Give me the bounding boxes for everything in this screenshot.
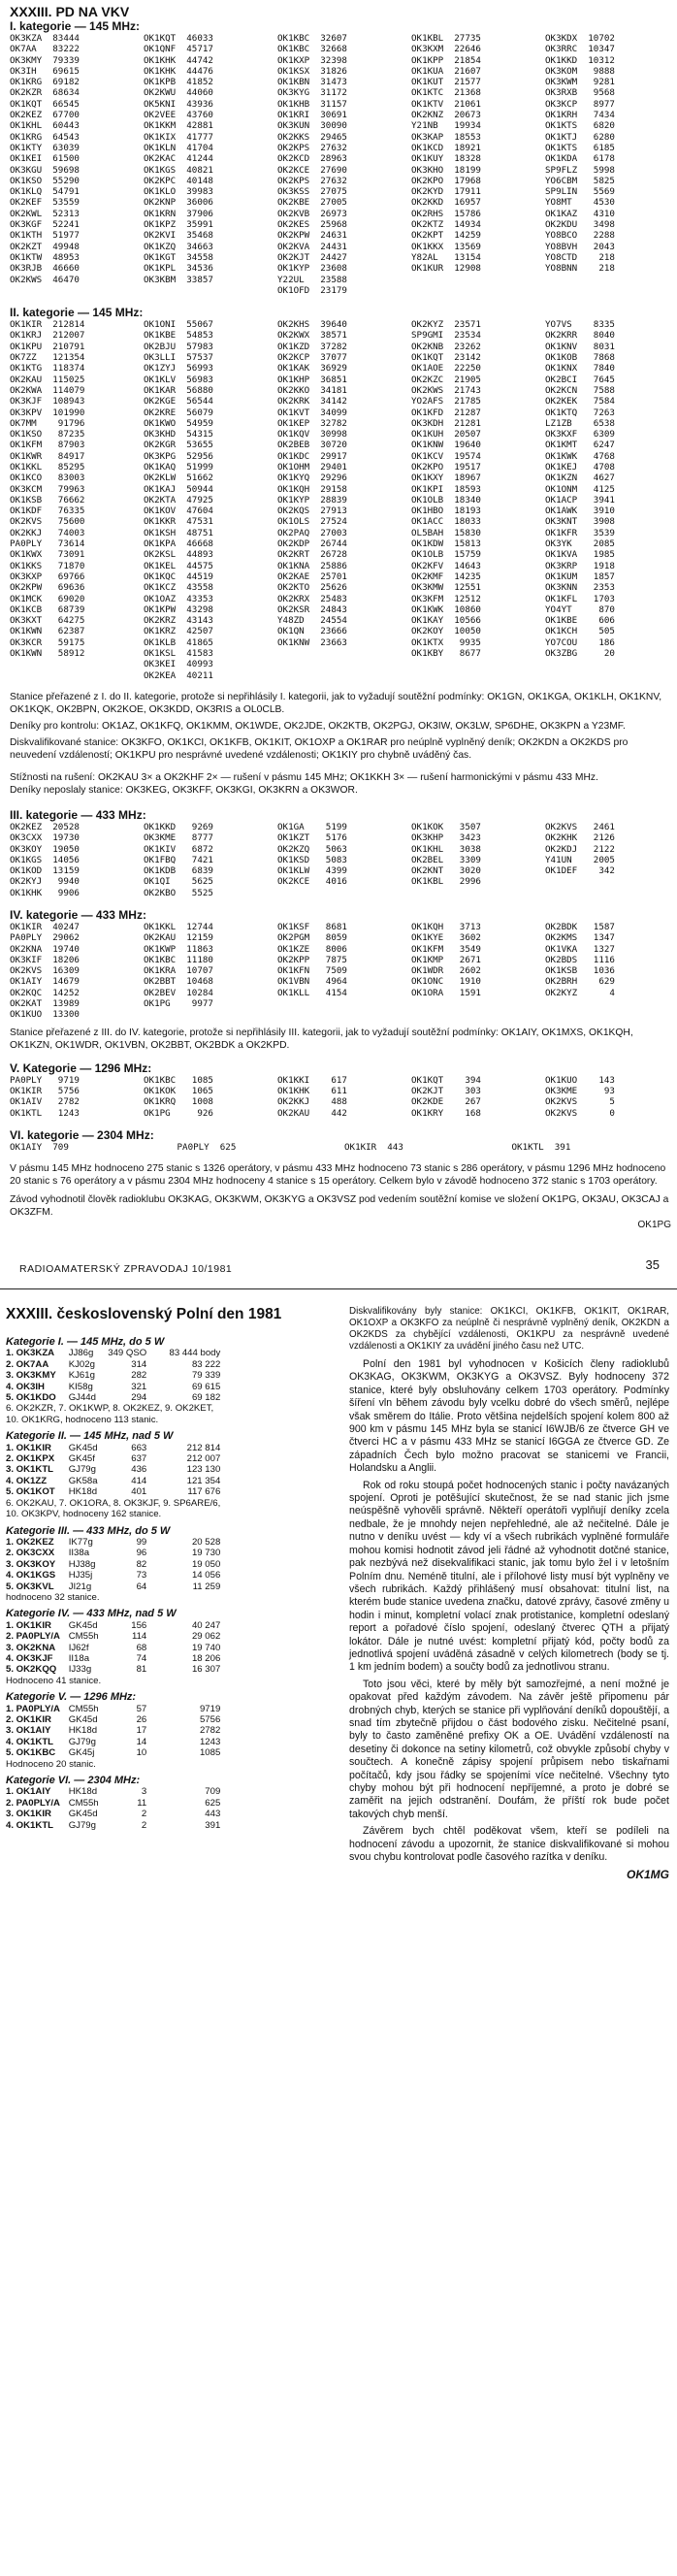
locator-cell: HK18d: [68, 1725, 98, 1737]
station-cell: 1. OK1KIR: [6, 1619, 51, 1631]
category-heading: Kategorie VI. — 2304 MHz:: [6, 1775, 141, 1787]
cat4-col: OK2BDK 1587 OK2KMS 1347 OK1VKA 1327 OK2BDS 1116 OK1KSB 1036 OK2BRH 629 OK2KYZ 4: [545, 922, 615, 998]
qso-cell: 26: [136, 1714, 147, 1725]
points-cell: 40 247: [191, 1619, 221, 1631]
qso-cell: 3: [141, 1786, 147, 1798]
points-cell: 212 814: [186, 1442, 221, 1453]
points-cell: 69 615: [191, 1381, 221, 1392]
qso-cell: 14: [136, 1736, 147, 1747]
cat6-item: OK1KIR 443: [344, 1141, 403, 1153]
section-divider: [0, 1288, 677, 1289]
qso-cell: 11: [137, 1797, 147, 1809]
missing-logs-note: Deníky neposlaly stanice: OK3KEG, OK3KFF, OK3KGI, OK3KRN a OK3WOR.: [10, 784, 358, 796]
points-cell: 1085: [199, 1747, 221, 1759]
station-cell: 2. PA0PLY/A: [6, 1631, 60, 1643]
locator-cell: HK18d: [68, 1786, 98, 1798]
commentary-paragraph: Polní den 1981 byl vyhodnocen v Košicích členy radioklubů OK3KAG, OK3KWM, OK3KYG a OK3VSZ. Byly hodnoceny 372 stanice, které byly obsluhovány celkem 1703 operátory. Podmínky šíření vln během závodu byly vcelku dobré do všech směrů, nejlépe však směrem do Itálie. Proto většina nejdelších spojení kolem 800 až 900 km v pásmu 145 MHz byla se stanicí I6WJB/6 ze čtverce GH ve čtverci HC a v pásmu 433 MHz se stanicí I6GGA ze čtverce GD. Ze západních Čech bylo možno pracovat se stanicemi ve Francii, Holandsku a Anglii.: [349, 1358, 669, 1475]
locator-cell: GJ44d: [68, 1392, 96, 1404]
locator-cell: KJ02g: [68, 1358, 95, 1370]
result-row: [6, 1620, 226, 1631]
category-note: Hodnoceno 41 stanice.: [6, 1675, 102, 1686]
qso-cell: 57: [136, 1703, 147, 1714]
locator-cell: GK45d: [68, 1442, 98, 1453]
magazine-footer: RADIOAMATERSKÝ ZPRAVODAJ 10/1981: [19, 1263, 233, 1275]
station-cell: 4. OK3KJF: [6, 1652, 53, 1664]
points-cell: 709: [205, 1786, 221, 1798]
points-cell: 14 056: [191, 1570, 221, 1581]
station-cell: 1. OK1AIY: [6, 1786, 51, 1798]
qso-cell: 99: [136, 1536, 147, 1548]
category-heading: Kategorie III. — 433 MHz, do 5 W: [6, 1524, 171, 1537]
cat1-col: OK3KZA 83444 OK7AA 83222 OK3KMY 79339 OK3IH 69615 OK1KRG 69182 OK2KZR 68634 OK1KQT 66545 OK2KEZ 67700 OK1KHL 60443 OK1KRG 64543 OK1KTY 63039 OK1KEI 61500 OK3KGU 59698 OK1KSO 55290 OK1KLQ 54791 OK2KEF 53559 OK2KWL 52313 OK3KGF 52241 OK1KTH 51977 OK2KZT 49948 OK1KTW 48953 OK3RJB 46660 OK2KWS 46470: [10, 33, 80, 285]
points-cell: 121 354: [186, 1475, 221, 1486]
qso-cell: 74: [136, 1652, 147, 1664]
cat2-col: OK2KYZ 23571 SP9GMI 23534 OK2KNB 23262 OK1KQT 23142 OK1AOE 22250 OK2KZC 21905 OK2KWS 21743 YO2AFS 21785 OK1KFD 21287 OK3KDH 21281 OK1KUH 20507 OK1KNW 19640 OK1KCV 19574 OK2KPO 19517 OK1KXY 18967 OK1KPI 18593 OK1OLB 18340 OK1HBO 18193 OK1ACC 18033 OL5BAH 15830 OK1KDW 15813 OK1OLB 15759 OK2KFV 14643 OK2KMF 14235 OK3KMW 12551 OK3KFM 12512 OK1KWK 10860 OK1KAY 10566 OK2KOY 10050 OK1KTX 9935 OK1KBY 8677: [411, 319, 481, 660]
station-cell: 4. OK1KTL: [6, 1819, 54, 1831]
qso-cell: 314: [131, 1358, 147, 1370]
qso-cell: 82: [136, 1558, 147, 1570]
points-cell: 29 062: [191, 1631, 221, 1643]
cat4-col: OK1KSF 8681 OK2PGM 8059 OK1KZE 8006 OK2KPP 7875 OK1KFN 7509 OK1VBN 4964 OK1KLL 4154: [277, 922, 347, 998]
cat4-col: OK1KKL 12744 OK2KAU 12159 OK1KWP 11863 OK1KBC 11180 OK1KRA 10707 OK2BBT 10468 OK2BEV 10284 OK1PG 9977: [144, 922, 213, 1010]
points-cell: 79 339: [191, 1370, 221, 1382]
cat3-heading: III. kategorie — 433 MHz:: [10, 807, 146, 822]
result-row: [6, 1798, 226, 1809]
cat2-heading: II. kategorie — 145 MHz:: [10, 306, 144, 320]
qso-cell: 637: [131, 1453, 147, 1465]
locator-cell: CM55h: [68, 1797, 99, 1809]
locator-cell: CM55h: [68, 1631, 99, 1643]
locator-cell: IK77g: [68, 1536, 93, 1548]
locator-cell: GK45j: [68, 1747, 95, 1759]
station-cell: 5. OK2KQQ: [6, 1664, 57, 1676]
cat4-col: OK1KQH 3713 OK1KYE 3602 OK1KFM 3549 OK1KMP 2671 OK1WDR 2602 OK1ONC 1910 OK1ORA 1591: [411, 922, 481, 998]
result-row: [6, 1443, 226, 1453]
cat5-col: OK1KBC 1085 OK1KOK 1065 OK1KRQ 1008 OK1PG 926: [144, 1074, 213, 1119]
points-cell: 19 050: [191, 1558, 221, 1570]
category-note: 6. OK2KAU, 7. OK1ORA, 8. OK3KJF, 9. SP6ARE/6, 10. OK3KPV, hodnoceny 162 stanice.: [6, 1497, 221, 1520]
result-row: [6, 1704, 226, 1714]
points-cell: 83 222: [191, 1358, 221, 1370]
cat5-col: OK1KKI 617 OK1KHK 611 OK2KKJ 488 OK2KAU 442: [277, 1074, 347, 1119]
locator-cell: GJ79g: [68, 1736, 96, 1747]
station-cell: 2. PA0PLY/A: [6, 1797, 60, 1809]
station-cell: 4. OK3IH: [6, 1381, 45, 1392]
qso-cell: 17: [136, 1725, 147, 1737]
result-row: [6, 1747, 226, 1758]
station-cell: 3. OK1KTL: [6, 1464, 54, 1476]
disqualified-note: Diskvalifikované stanice: OK3KFO, OK1KCI, OK1KFB, OK1KIT, OK1OXP a OK1RAR pro neúplně vyplněný deník; OK2KDN a OK2KDS pro neuvedení vzdáleností; OK1KPU pro nesprávné uvedené vzdálenosti; OK1KIY pro chybně uváděný čas.: [10, 736, 629, 761]
station-cell: 4. OK1KTL: [6, 1736, 54, 1747]
result-row: [6, 1464, 226, 1475]
qso-cell: 294: [131, 1392, 147, 1404]
qso-cell: 68: [136, 1642, 147, 1653]
result-row: [6, 1537, 226, 1548]
commentary-paragraph: Rok od roku stoupá počet hodnocených stanic i počty navázaných spojení. Oproti je potěšující skutečnost, že se nad stanic jich jsme neúspěšně vyhověli správně. Někteří operátoři vyplňují deníky zcela nedbale, že je mnohdy nejen nepřehledné, ale až nečitelné. Dále je nutno v deníku uvést — kdy ví a všech rubrikách vyplněné formuláře mohou komisi hodnotit závod jeli řádné až vyhodnotit dotčné stanice, pak nezbývá než disekvalifikaci stanic, jak tomu bylo žel i v letošním Polním dnu. Neméně titulní, ale i přílohové listy musí být vyplněny ve všech rubrikách. Každý přihlášený musí obsahovat: titulní list, na kterém bude stanice uvedena značku, datové zprávy, časové změny u hodin i minut, kompletní volací znak protistanice, kompletní odeslaný report a pořadové číslo spojení, odeslaný čtverec QTH a přijatý lokátor. Dále je nutné uvést: kompletní přijatý kód, počty bodů za jednotlivá spojení uváděná zásadně v celých kilometrech (body se tj. 1 km jedním bodem) a součty bodů za jednotlivou stranu.: [349, 1479, 669, 1674]
station-cell: 4. OK1KGS: [6, 1570, 56, 1581]
result-row: [6, 1348, 226, 1358]
locator-cell: JJ86g: [68, 1348, 94, 1359]
category-heading: Kategorie II. — 145 MHz, nad 5 W: [6, 1430, 174, 1443]
station-cell: 4. OK1ZZ: [6, 1475, 48, 1486]
evaluation-note: Závod vyhodnotil člověk radioklubu OK3KAG, OK3KWM, OK3KYG a OK3VSZ pod vedením soutěžní komise ve složení OK1PG, OK3AU, OK3CAJ a OK3ZFM.: [10, 1194, 669, 1219]
station-cell: 2. OK1KIR: [6, 1714, 51, 1725]
results-table: [6, 1331, 226, 1831]
cat6-results: [10, 1142, 671, 1153]
top-title: XXXIII. PD NA VKV: [10, 4, 130, 19]
cat2-col: OK1ONI 55067 OK1KBE 54853 OK2BJU 57983 OK3LLI 57537 OK1ZYJ 56993 OK1KLV 56983 OK1KAR 56880 OK2KGE 56544 OK2KRE 56079 OK1KWO 54959 OK3KHD 54315 OK2KGR 53655 OK3KPG 52956 OK1KAQ 51999 OK2KLW 51662 OK1KAJ 50944 OK2KTA 47925 OK1KOV 47604 OK1KKR 47531 OK1KSH 48751 OK1KPA 46668 OK2KSL 44893 OK1KEL 44575 OK1KQC 44519 OK1KCZ 43558 OK1OAZ 43353 OK1KPW 43298 OK2KRZ 43143 OK1KRZ 42507 OK1KLB 41865 OK1KSL 41583 OK3KEI 40993 OK2KEA 40211: [144, 319, 213, 681]
locator-cell: IJ62f: [68, 1642, 89, 1653]
result-row: [6, 1548, 226, 1558]
category-note: hodnoceno 32 stanice.: [6, 1591, 100, 1603]
cat1-col: OK1KBL 27735 OK3KXM 22646 OK1KPP 21854 OK1KUA 21607 OK1KUT 21577 OK1KTC 21368 OK1KTV 21061 OK2KNZ 20673 Y21NB 19934 OK3KAP 18553 OK1KCD 18921 OK1KUY 18328 OK3KHO 18199 OK2KPO 17968 OK2KYD 17911 OK2KKD 16957 OK2RHS 15786 OK2KTZ 14934 OK2KPT 14259 OK1KKX 13569 Y82AL 13154 OK1KUR 12908: [411, 33, 481, 275]
result-row: [6, 1486, 226, 1497]
station-cell: 2. OK3CXX: [6, 1548, 55, 1559]
qso-cell: 349 QSO: [108, 1348, 147, 1359]
result-row: [6, 1359, 226, 1370]
points-cell: 69 182: [191, 1392, 221, 1404]
category-heading: Kategorie IV. — 433 MHz, nad 5 W: [6, 1608, 177, 1620]
station-cell: 5. OK3KVL: [6, 1581, 54, 1592]
points-cell: 19 730: [191, 1548, 221, 1559]
result-row: [6, 1370, 226, 1381]
locator-cell: GJ79g: [68, 1819, 96, 1831]
cat6-item: PA0PLY 625: [177, 1141, 237, 1153]
locator-cell: GK45d: [68, 1714, 98, 1725]
qso-cell: 81: [136, 1664, 147, 1676]
cat4-results: [10, 922, 671, 1021]
commentary-paragraph: Diskvalifikovány byly stanice: OK1KCI, OK1KFB, OK1KIT, OK1RAR, OK1OXP a OK3KFO za neúplně či nesprávně vyplněný deník, OK2KDN a OK2KDS za chybějící vzdálenosti, OK1KPU za nesprávně uvedené vzdálenosti a OK1KIY za uvádění jiného času než UTC.: [349, 1306, 669, 1352]
station-cell: 3. OK3KMY: [6, 1370, 56, 1382]
cat3-col: OK1KOK 3507 OK3KHP 3423 OK1KHL 3038 OK2BEL 3309 OK2KNT 3020 OK1KBL 2996: [411, 821, 481, 888]
points-cell: 83 444 body: [169, 1348, 221, 1359]
station-cell: 1. OK2KEZ: [6, 1536, 54, 1548]
cat2-col: OK1KIR 212814 OK1KRJ 212007 OK1KPU 210791 OK7ZZ 121354 OK1KTG 118374 OK2KAU 115025 OK2KWA 114079 OK3KJF 108943 OK3KPV 101990 OK7MM 91796 OK1KSO 87235 OK1KFM 87903 OK1KWR 84917 OK1KKL 85295 OK1KCO 83003 OK3KCM 79963 OK1KSB 76662 OK1KDF 76335 OK2KVS 75600 OK2KKJ 74003 PA0PLY 73614 OK1KWX 73091 OK1KKS 71870 OK3KXP 69766 OK2KPW 69636 OK1MCK 69020 OK1KCB 68739 OK3KXT 64275 OK1KWN 62387 OK3KCR 59175 OK1KWN 58912: [10, 319, 85, 660]
locator-cell: JI21g: [68, 1581, 92, 1592]
cat1-col: OK1KBC 32607 OK1KBC 32668 OK1KXP 32398 OK1KSX 31826 OK1KBN 31473 OK3KYG 31172 OK1KHB 31157 OK1KRI 30691 OK3KUN 30090 OK2KKS 29465 OK2KPS 27632 OK2KCD 28963 OK2KCE 27690 OK2KPS 27632 OK3KSS 27075 OK2KBE 27005 OK2KVB 26973 OK2KES 25968 OK2KPW 24631 OK2KVA 24431 OK2KJT 24427 OK1KYP 23608 Y22UL 23588 OK1OFD 23179: [277, 33, 347, 296]
qso-cell: 282: [131, 1370, 147, 1382]
station-cell: 5. OK1KDO: [6, 1392, 56, 1404]
commentary-paragraph: Závěrem bych chtěl poděkovat všem, kteří se podíleli na hodnocení závodu a upozornit, že stanice diskvalifikované si mohou svou chybu kontrolovat podle časového razítka v deníku.: [349, 1825, 669, 1864]
result-row: [6, 1570, 226, 1581]
reassigned-note-2: Stanice přeřazené z III. do IV. kategorie, protože si nepřihlásily III. kategorii, jak to vyžadují soutěžní podmínky: OK1AIY, OK1MXS, OK1KQH, OK1KZN, OK1WDR, OK1VBN, OK2BBT, OK2BDK a OK2KPD.: [10, 1027, 633, 1051]
cat3-col: OK2KEZ 20528 OK3CXX 19730 OK3KOY 19050 OK1KGS 14056 OK1KOD 13159 OK2KYJ 9940 OK1KHK 9906: [10, 821, 80, 898]
cat3-col: OK2KVS 2461 OK2KHK 2126 OK2KDJ 2122 Y41UN 2005 OK1DEF 342: [545, 821, 615, 877]
category-note: Hodnoceno 20 stanic.: [6, 1758, 96, 1770]
result-row: [6, 1653, 226, 1664]
cat5-col: PA0PLY 9719 OK1KIR 5756 OK1AIV 2782 OK1KTL 1243: [10, 1074, 80, 1119]
station-cell: 1. OK1KIR: [6, 1442, 51, 1453]
cat5-col: OK1KUO 143 OK3KME 93 OK2KVS 5 OK2KVS 0: [545, 1074, 615, 1119]
summary-note: V pásmu 145 MHz hodnoceno 275 stanic s 1326 operátory, v pásmu 433 MHz hodnoceno 73 stanic s 286 operátory, v pásmu 1296 MHz hodnoceno 20 stanic s 76 operátory a v pásmu 2304 MHz hodnoceny 4 stanice s 15 operátory. Celkem bylo v závodě hodnoceno 372 stanic s 1703 operátory.: [10, 1163, 666, 1188]
locator-cell: HJ38g: [68, 1558, 96, 1570]
bottom-results: [6, 1331, 340, 1831]
points-cell: 212 007: [186, 1453, 221, 1465]
locator-cell: GK45d: [68, 1809, 98, 1820]
result-row: [6, 1631, 226, 1642]
qso-cell: 2: [141, 1809, 147, 1820]
station-cell: 5. OK1KOT: [6, 1486, 55, 1498]
qso-cell: 114: [131, 1631, 147, 1643]
station-cell: 2. OK1KPX: [6, 1453, 55, 1465]
station-cell: 1. OK3KZA: [6, 1348, 55, 1359]
points-cell: 5756: [199, 1714, 221, 1725]
qso-cell: 663: [131, 1442, 147, 1453]
result-row: [6, 1725, 226, 1736]
cat5-results: [10, 1075, 671, 1119]
locator-cell: HK18d: [68, 1486, 98, 1498]
locator-cell: IJ33g: [68, 1664, 92, 1676]
top-signature: OK1PG: [637, 1220, 671, 1231]
qso-cell: 156: [131, 1619, 147, 1631]
category-note: 6. OK2KZR, 7. OK1KWP, 8. OK2KEZ, 9. OK2KET, 10. OK1KRG, hodnoceno 113 stanic.: [6, 1403, 214, 1425]
locator-cell: GK45f: [68, 1453, 95, 1465]
cat2-results: [10, 319, 671, 681]
locator-cell: KJ61g: [68, 1370, 95, 1382]
points-cell: 9719: [199, 1703, 221, 1714]
qso-cell: 96: [136, 1548, 147, 1559]
points-cell: 19 740: [191, 1642, 221, 1653]
cat3-results: [10, 822, 671, 898]
result-row: [6, 1737, 226, 1747]
result-row: [6, 1581, 226, 1592]
cat1-heading: I. kategorie — 145 MHz:: [10, 19, 141, 33]
page-footer: [19, 1259, 660, 1279]
result-row: [6, 1714, 226, 1725]
cat2-col: YO7VS 8335 OK2KRR 8040 OK1KNV 8031 OK1KOB 7868 OK1KNX 7840 OK2BCI 7645 OK2KCN 7588 OK2KEK 7584 OK1KTQ 7263 LZ1ZB 6538 OK3KXF 6309 OK1KMT 6247 OK1KWK 4768 OK1KEJ 4708 OK1KZN 4627 OK1ONM 4125 OK1ACP 3941 OK1AWK 3910 OK3KNT 3908 OK1KFR 3539 OK3YK 2085 OK1KVA 1985 OK3KRP 1918 OK1KUM 1857 OK3KNN 2353 OK1KFL 1703 YO4YT 870 OK1KBE 606 OK1KCH 505 YO7COU 186 OK3ZBG 20: [545, 319, 615, 660]
bottom-title: XXXIII. československý Polní den 1981: [6, 1306, 282, 1322]
commentary-paragraph: Toto jsou věci, které by měly být samozřejmé, a není možné je opakovat před každým závodem. Na závěr ještě připomenu pár drobných chyb, kterých se stanice při vyplňování deníků dopouštějí, a snad tím zbytečně přijdou o část bodového zisku. Nečitelné psaní, byly to často zaměněné prefixy OK a OE. Uvádění vzdáleností na desetiny či dokonce na setiny kilometrů, což obvykle způsobí chyby v součtech. A konečně zápisy spojení průpisem nebo tiskařnami počítačů, kdy jsou řádky se spojeními více nečitelné. Všechny tyto chyby mohou být při hodnocení nepříjemné, a proto je dobré se zaměřit na jejich odstranění. Doufám, že příští rok bude počet takových chyb menší.: [349, 1678, 669, 1820]
cat5-heading: V. Kategorie — 1296 MHz:: [10, 1060, 152, 1075]
qso-cell: 414: [131, 1475, 147, 1486]
result-row: [6, 1476, 226, 1486]
result-row: [6, 1382, 226, 1392]
cat1-col: OK1KQT 46033 OK1QNF 45717 OK1KHK 44742 OK1KHK 44476 OK1KPB 41852 OK2KWU 44060 OK5KNI 43936 OK2VEE 43760 OK1KKM 42881 OK1KIX 41777 OK1KLN 41704 OK2KAC 41244 OK1KGS 40821 OK2KPC 40148 OK1KLO 39983 OK2KNP 36006 OK1KRN 37906 OK1KPZ 35991 OK2KVI 35468 OK1KZQ 34663 OK1KGT 34558 OK1KPL 34536 OK3KBM 33857: [144, 33, 213, 285]
result-row: [6, 1786, 226, 1797]
cat6-item: OK1AIY 709: [10, 1141, 69, 1153]
cat4-col: OK1KIR 40247 PA0PLY 29062 OK2KNA 19740 OK3KIF 18206 OK2KVS 16309 OK1AIY 14679 OK2KQC 14252 OK2KAT 13989 OK1KUO 13300: [10, 922, 80, 1021]
cat5-col: OK1KQT 394 OK2KJT 303 OK2KDE 267 OK1KRY 168: [411, 1074, 481, 1119]
locator-cell: KI58g: [68, 1381, 93, 1392]
locator-cell: II18a: [68, 1652, 90, 1664]
station-cell: 3. OK3KOY: [6, 1558, 56, 1570]
qso-cell: 321: [131, 1381, 147, 1392]
bottom-commentary: [349, 1306, 669, 1881]
qso-cell: 10: [136, 1747, 147, 1759]
qso-cell: 73: [136, 1570, 147, 1581]
cat1-results: [10, 33, 671, 296]
cat4-heading: IV. kategorie — 433 MHz:: [10, 908, 146, 922]
points-cell: 391: [205, 1819, 221, 1831]
qso-cell: 401: [131, 1486, 147, 1498]
cat3-col: OK1KKD 9269 OK3KME 8777 OK1KIV 6872 OK1FBQ 7421 OK1KDB 6839 OK1QI 5625 OK2KBO 5525: [144, 821, 213, 898]
qso-cell: 436: [131, 1464, 147, 1476]
result-row: [6, 1820, 226, 1831]
result-row: [6, 1453, 226, 1464]
cat2-col: OK2KHS 39640 OK2KWX 38571 OK1KZD 37282 OK2KCP 37077 OK1KAK 36929 OK1KHP 36851 OK2KKO 34181 OK2KRK 34142 OK1KVT 34099 OK1KEP 32782 OK1KQV 30998 OK2BEB 30720 OK1KDC 29917 OK1OHM 29401 OK1KYQ 29296 OK1KQH 29158 OK1KYP 28839 OK2KQS 27913 OK1OLS 27524 OK2PAQ 27003 OK2KDP 26744 OK2KRT 26728 OK1KNA 25886 OK2KAE 25701 OK2KTO 25626 OK2KRX 25483 OK2KSR 24843 Y48ZD 24554 OK1QN 23666 OK1KNW 23663: [277, 319, 347, 648]
points-cell: 18 206: [191, 1652, 221, 1664]
cat6-heading: VI. kategorie — 2304 MHz:: [10, 1127, 154, 1142]
points-cell: 443: [205, 1809, 221, 1820]
cat1-col: OK3KDX 10702 OK3RRC 10347 OK1KKD 10312 OK3KOM 9888 OK3KWM 9281 OK3RXB 9568 OK3KCP 8977 OK1KRH 7434 OK1KTS 6820 OK1KTJ 6280 OK1KTS 6185 OK1KDA 6178 SP9FLZ 5998 YO6CBM 5825 SP9LIN 5569 YO8MT 4530 OK1KAZ 4310 OK2KDU 3498 YO8BCO 2288 YO8BVH 2043 YO8CTD 218 YO8BNN 218: [545, 33, 615, 275]
points-cell: 16 307: [191, 1664, 221, 1676]
locator-cell: HJ35j: [68, 1570, 93, 1581]
points-cell: 1243: [199, 1736, 221, 1747]
points-cell: 20 528: [191, 1536, 221, 1548]
station-cell: 3. OK1KIR: [6, 1809, 51, 1820]
qso-cell: 64: [136, 1581, 147, 1592]
check-logs-note: Deníky pro kontrolu: OK1AZ, OK1KFQ, OK1KMM, OK1WDE, OK2JDE, OK2KTB, OK2PGJ, OK3IW, OK3LW, SP6DHE, OK3KPN a Y23MF.: [10, 720, 626, 732]
station-cell: 5. OK1KBC: [6, 1747, 56, 1759]
points-cell: 2782: [199, 1725, 221, 1737]
points-cell: 123 130: [186, 1464, 221, 1476]
qso-cell: 2: [141, 1819, 147, 1831]
points-cell: 117 676: [187, 1486, 221, 1498]
station-cell: 3. OK2KNA: [6, 1642, 56, 1653]
bottom-signature: OK1MG: [626, 1868, 669, 1882]
reassigned-note: Stanice přeřazené z I. do II. kategorie, protože si nepřihlásily I. kategorii, jak to vyžadují soutěžní podmínky: OK1GN, OK1KGA, OK1KLH, OK1KNV, OK1KQK, OK2BPN, OK2KOE, OK3KDD, OK3RIS a OL0CLB.: [10, 691, 662, 715]
result-row: [6, 1559, 226, 1570]
page-number: 35: [645, 1257, 660, 1272]
locator-cell: GJ79g: [68, 1464, 96, 1476]
points-cell: 625: [205, 1797, 221, 1809]
cat6-item: OK1KTL 391: [511, 1141, 571, 1153]
locator-cell: II38a: [68, 1548, 90, 1559]
category-heading: Kategorie I. — 145 MHz, do 5 W: [6, 1336, 165, 1348]
points-cell: 11 259: [192, 1581, 221, 1592]
top-article: [10, 4, 671, 1231]
station-cell: 3. OK1AIY: [6, 1725, 51, 1737]
result-row: [6, 1392, 226, 1403]
locator-cell: CM55h: [68, 1703, 99, 1714]
result-row: [6, 1643, 226, 1653]
result-row: [6, 1809, 226, 1819]
locator-cell: GK58a: [68, 1475, 98, 1486]
result-row: [6, 1664, 226, 1675]
cat3-col: OK1GA 5199 OK1KZT 5176 OK2KZQ 5063 OK1KSD 5083 OK1KLW 4399 OK2KCE 4016: [277, 821, 347, 888]
category-heading: Kategorie V. — 1296 MHz:: [6, 1691, 137, 1704]
locator-cell: GK45d: [68, 1619, 98, 1631]
complaints-note: Stížnosti na rušení: OK2KAU 3× a OK2KHF 2× — rušení v pásmu 145 MHz; OK1KKH 3× — rušení harmonickými v pásmu 433 MHz.: [10, 771, 598, 783]
station-cell: 1. PA0PLY/A: [6, 1703, 60, 1714]
station-cell: 2. OK7AA: [6, 1358, 49, 1370]
